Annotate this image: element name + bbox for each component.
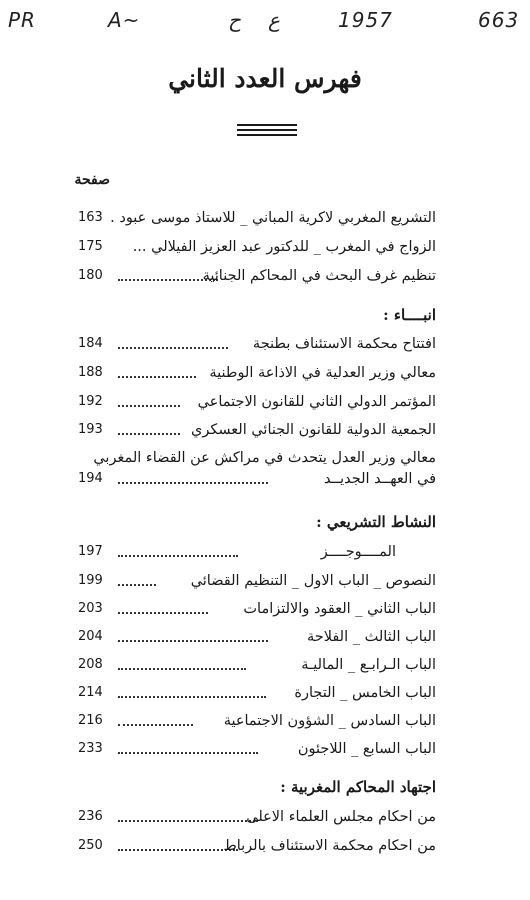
annotation-am: A~ — [108, 8, 141, 32]
leader-dots — [118, 580, 156, 586]
leader-dots — [118, 551, 238, 557]
page-number: 193 — [78, 422, 103, 437]
page-number: 203 — [78, 601, 103, 616]
page-number: 204 — [78, 629, 103, 644]
toc-entry[interactable] — [78, 710, 436, 732]
page-number: 216 — [78, 713, 103, 728]
page-number: 233 — [78, 741, 103, 756]
toc-entry[interactable] — [78, 419, 436, 441]
leader-dots — [118, 845, 238, 851]
toc-entry[interactable] — [78, 738, 436, 760]
annotation-ain: ع — [268, 8, 280, 32]
toc-entry[interactable] — [78, 362, 436, 384]
page-number: 175 — [78, 239, 103, 254]
section-heading-jurisprudence: اجتهاد المحاكم المغربية : — [280, 778, 436, 796]
page-title: فهرس العدد الثاني — [168, 64, 362, 93]
page-number: 188 — [78, 365, 103, 380]
entry-title: التشريع المغربي لاكرية المباني _ للاستاذ موسى عبود . — [110, 210, 436, 226]
entry-title: النصوص _ الباب الاول _ التنظيم القضائي — [190, 573, 436, 589]
toc-entry[interactable] — [78, 598, 436, 620]
leader-dots — [118, 692, 266, 698]
entry-title: الباب الخامس _ التجارة — [294, 685, 436, 701]
entry-title: الباب الثاني _ العقود والالتزامات — [243, 601, 436, 617]
annotation-page: 663 — [478, 8, 520, 32]
leader-dots — [118, 608, 208, 614]
page-column-header: صفحة — [74, 172, 110, 188]
entry-title: الباب السابع _ اللاجئون — [297, 741, 436, 757]
toc-entry[interactable] — [78, 265, 436, 287]
entry-title: الباب الـرابـع _ الماليـة — [301, 657, 436, 673]
toc-entry[interactable] — [78, 654, 436, 676]
toc-entry[interactable] — [78, 626, 436, 648]
toc-entry[interactable] — [78, 207, 436, 229]
title-divider — [237, 124, 297, 139]
toc-entry[interactable] — [78, 806, 436, 828]
leader-dots — [118, 816, 258, 822]
toc-entry[interactable] — [78, 835, 436, 857]
leader-dots — [118, 748, 258, 754]
entry-title: من احكام مجلس العلماء الاعلى — [246, 809, 436, 825]
page-number: 184 — [78, 336, 103, 351]
annotation-pr: PR — [8, 8, 36, 32]
page-number: 208 — [78, 657, 103, 672]
toc-entry[interactable] — [78, 391, 436, 413]
leader-dots — [118, 720, 193, 726]
leader-dots — [118, 664, 246, 670]
toc-entry[interactable] — [78, 236, 436, 258]
section-heading-news: انبــــاء : — [383, 306, 436, 324]
entry-title: المؤتمر الدولي الثاني للقانون الاجتماعي — [197, 394, 436, 410]
annotation-year: 1957 — [338, 8, 393, 32]
entry-title: المــــوجــــز — [320, 544, 396, 560]
section-heading-legislative: النشاط التشريعي : — [316, 513, 436, 531]
page-number: 180 — [78, 268, 103, 283]
annotation-h: ح — [228, 8, 241, 32]
toc-entry[interactable] — [78, 333, 436, 355]
entry-title: في العهــد الجديــد — [323, 471, 436, 487]
entry-title: افتتاح محكمة الاستئناف بطنجة — [252, 336, 436, 352]
toc-entry[interactable] — [78, 682, 436, 704]
leader-dots — [118, 343, 228, 349]
page-number: 214 — [78, 685, 103, 700]
toc-entry[interactable] — [78, 570, 436, 592]
toc-entry[interactable] — [78, 468, 436, 490]
leader-dots — [118, 401, 180, 407]
entry-title: تنظيم غرف البحث في المحاكم الجنائية — [202, 268, 436, 284]
leader-dots — [118, 478, 268, 484]
leader-dots — [118, 372, 196, 378]
page-number: 197 — [78, 544, 103, 559]
page-number: 199 — [78, 573, 103, 588]
page-number: 163 — [78, 210, 103, 225]
page-number: 192 — [78, 394, 103, 409]
leader-dots — [118, 636, 268, 642]
entry-title: معالي وزير العدلية في الاذاعة الوطنية — [209, 365, 436, 381]
page-number: 250 — [78, 838, 103, 853]
entry-title: من احكام محكمة الاستئناف بالرباط — [223, 838, 436, 854]
toc-entry[interactable] — [78, 541, 436, 563]
page-number: 236 — [78, 809, 103, 824]
page-number: 194 — [78, 471, 103, 486]
entry-title: الجمعية الدولية للقانون الجنائي العسكري — [191, 422, 436, 438]
leader-dots — [118, 429, 180, 435]
entry-title: الزواج في المغرب _ للدكتور عبد العزيز الفيلالي ... — [132, 239, 436, 255]
entry-title: الباب الثالث _ الفلاحة — [306, 629, 436, 645]
entry-title[interactable]: معالي وزير العدل يتحدث في مراكش عن القضاء المغربي — [93, 450, 436, 466]
entry-title: الباب السادس _ الشؤون الاجتماعية — [223, 713, 436, 729]
